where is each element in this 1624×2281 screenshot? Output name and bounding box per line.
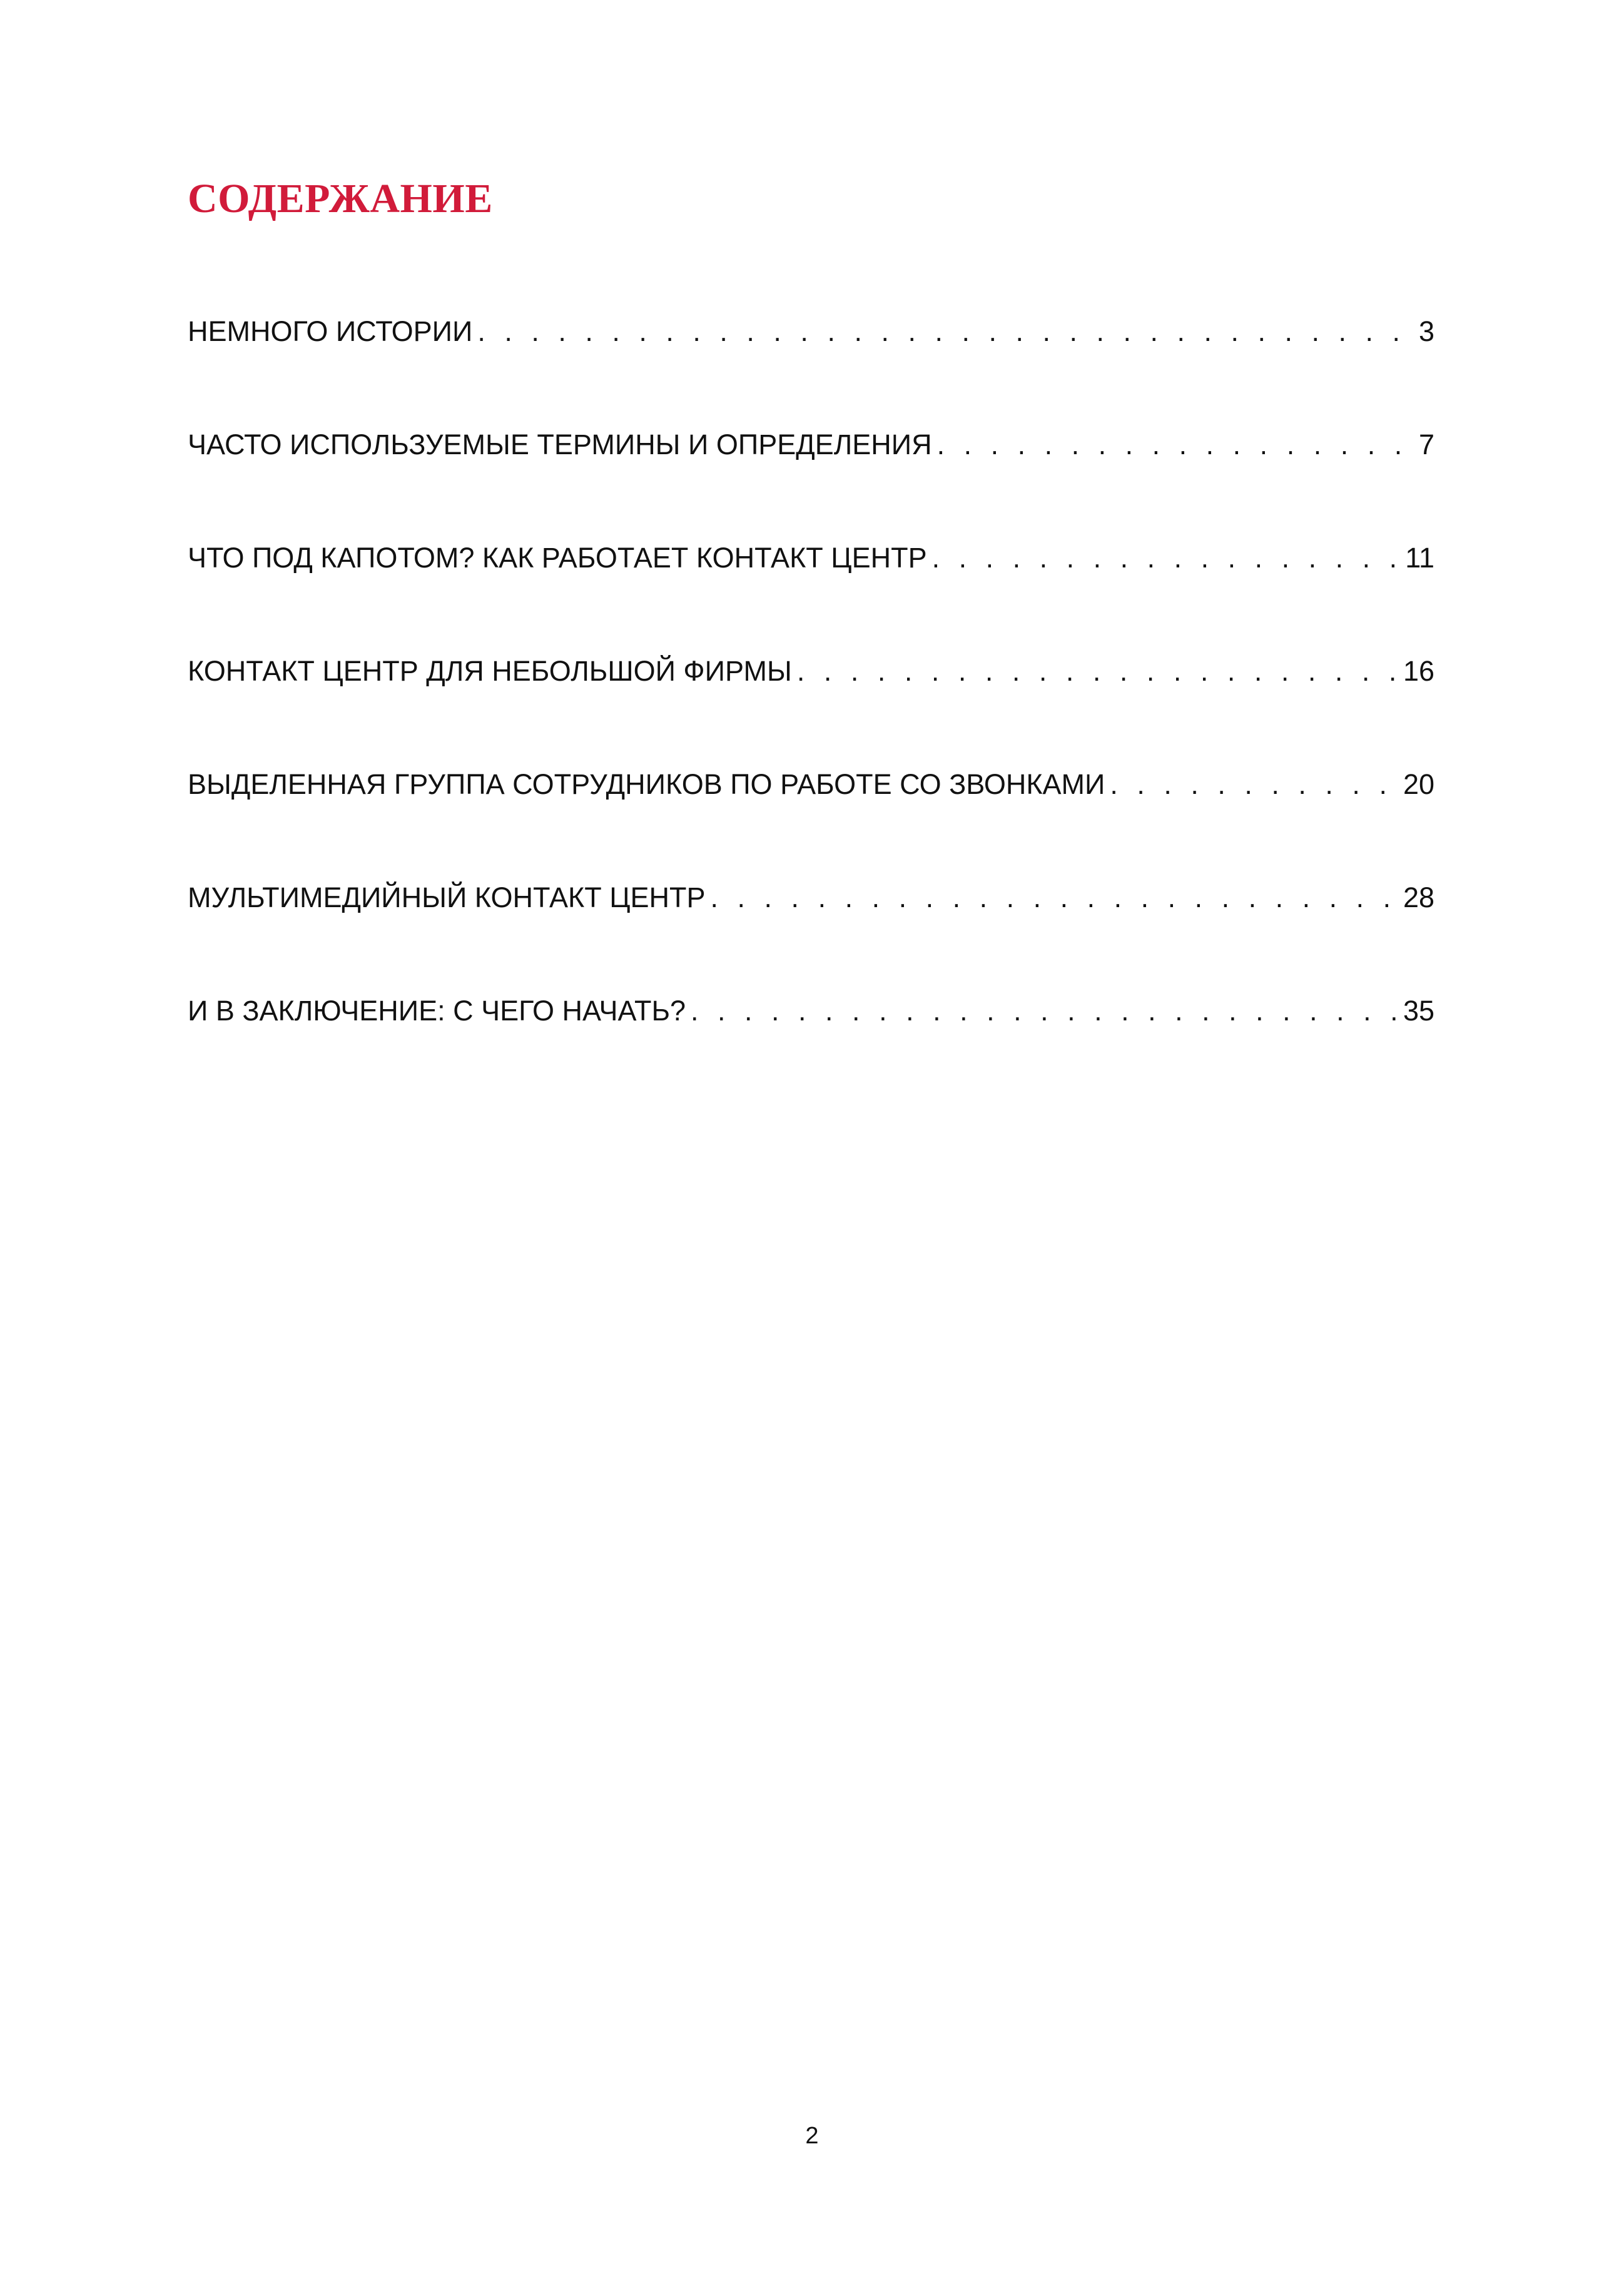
page-title: СОДЕРЖАНИЕ bbox=[188, 176, 493, 221]
toc-entry-dedicated-group[interactable] bbox=[188, 766, 1434, 803]
toc-entry-under-the-hood[interactable] bbox=[188, 539, 1434, 577]
dot-leader bbox=[937, 426, 1414, 464]
toc-entry-small-firm[interactable] bbox=[188, 653, 1434, 690]
toc-entry-page: 20 bbox=[1403, 768, 1434, 800]
toc-entry-title: ВЫДЕЛЕННАЯ ГРУППА СОТРУДНИКОВ ПО РАБОТЕ СО ЗВОНКАМИ bbox=[188, 768, 1105, 800]
toc-entry-terms[interactable] bbox=[188, 426, 1434, 464]
toc-entry-title: КОНТАКТ ЦЕНТР ДЛЯ НЕБОЛЬШОЙ ФИРМЫ bbox=[188, 655, 792, 687]
toc-entry-title: И В ЗАКЛЮЧЕНИЕ: С ЧЕГО НАЧАТЬ? bbox=[188, 995, 686, 1027]
dot-leader bbox=[797, 653, 1398, 690]
toc-entry-multimedia[interactable] bbox=[188, 879, 1434, 917]
dot-leader bbox=[691, 992, 1398, 1030]
dot-leader bbox=[932, 539, 1401, 577]
toc-entry-page: 11 bbox=[1405, 542, 1434, 574]
toc-entry-page: 35 bbox=[1403, 995, 1434, 1027]
toc-entry-page: 7 bbox=[1418, 429, 1434, 460]
toc-entry-title: МУЛЬТИМЕДИЙНЫЙ КОНТАКТ ЦЕНТР bbox=[188, 881, 706, 913]
dot-leader bbox=[1110, 766, 1398, 803]
page-number: 2 bbox=[805, 2123, 819, 2149]
toc-entry-title: НЕМНОГО ИСТОРИИ bbox=[188, 315, 473, 347]
toc-entry-page: 28 bbox=[1403, 881, 1434, 913]
toc-entry-history[interactable] bbox=[188, 313, 1434, 350]
toc-entry-title: ЧАСТО ИСПОЛЬЗУЕМЫЕ ТЕРМИНЫ И ОПРЕДЕЛЕНИЯ bbox=[188, 429, 932, 460]
toc-entry-conclusion[interactable] bbox=[188, 992, 1434, 1030]
toc-entry-title: ЧТО ПОД КАПОТОМ? КАК РАБОТАЕТ КОНТАКТ ЦЕНТР bbox=[188, 542, 927, 574]
toc-entry-page: 3 bbox=[1418, 315, 1434, 347]
toc-entry-page: 16 bbox=[1403, 655, 1434, 687]
dot-leader bbox=[711, 879, 1398, 917]
dot-leader bbox=[477, 313, 1414, 350]
